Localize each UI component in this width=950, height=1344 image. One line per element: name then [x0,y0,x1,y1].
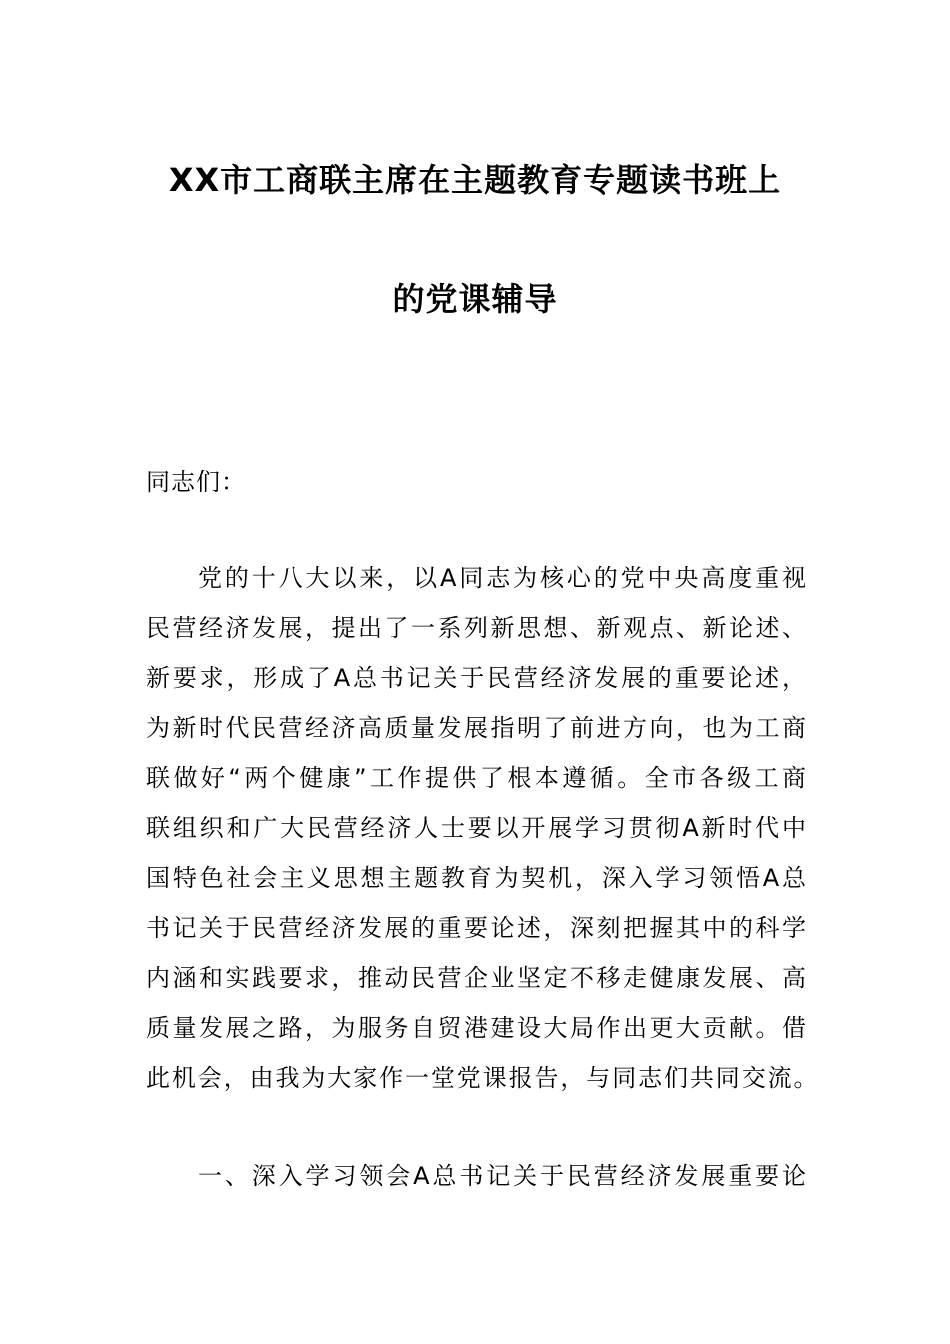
paragraph-1-line-10: 质量发展之路，为服务自贸港建设大局作出更大贡献。借 [146,1014,806,1042]
paragraph-1-line-11: 此机会，由我为大家作一堂党课报告，与同志们共同交流。 [146,1064,820,1092]
paragraph-1-line-9: 内涵和实践要求，推动民营企业坚定不移走健康发展、高 [146,964,806,992]
salutation: 同志们： [146,468,246,496]
paragraph-1-line-6: 联组织和广大民营经济人士要以开展学习贯彻A新时代中 [146,814,806,842]
document-title-line-2: 的党课辅导 [392,280,558,318]
document-title-line-1: XX市工商联主席在主题教育专题读书班上 [168,161,782,199]
paragraph-1-line-8: 书记关于民营经济发展的重要论述，深刻把握其中的科学 [146,914,806,942]
paragraph-1-line-1: 党的十八大以来，以A同志为核心的党中央高度重视 [198,564,806,592]
paragraph-1-line-3: 新要求，形成了A总书记关于民营经济发展的重要论述， [146,664,806,692]
paragraph-1-line-4: 为新时代民营经济高质量发展指明了前进方向，也为工商 [146,714,806,742]
paragraph-1-line-5: 联做好“两个健康”工作提供了根本遵循。全市各级工商 [146,764,806,792]
section-1-heading: 一、深入学习领会A总书记关于民营经济发展重要论 [198,1162,806,1190]
paragraph-1-line-7: 国特色社会主义思想主题教育为契机，深入学习领悟A总 [146,864,806,892]
paragraph-1-line-2: 民营经济发展，提出了一系列新思想、新观点、新论述、 [146,614,806,642]
